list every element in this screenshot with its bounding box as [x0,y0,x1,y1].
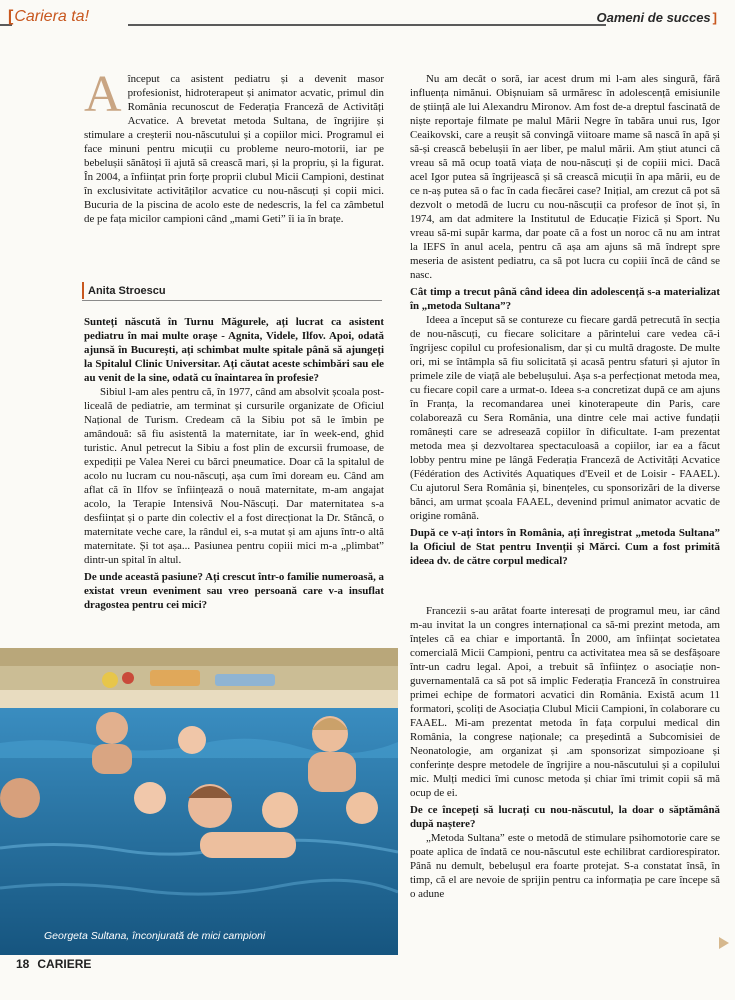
answer-paragraph: Sibiul l-am ales pentru că, în 1977, când am absolvit școala post-liceală de pediatrie, am terminat și cursurile organizate de Oficiul Național de Turism. Credeam că la Sibiu pot să le îmbin pe amândouă: să fiu asistentă la maternitate, iar în week-end, ghid turistic. Anul petrecut la Sibiu a fost plin de excursii frumoase, de expediții pe Valea Nerei cu bărci pneumatice. Doar că la spitalul de acolo nu lucram cu nou-născuți, așa cum îmi doream eu. Când am aflat că în Ilfov se înființează o nouă maternitate, m-am angajat acolo, la Terapie Intensivă Nou-Născuți. Dar maternitatea s-a desființat și o parte din colectiv el a fost direcționat la Dr. Stăncă, o maternitate veche care, la rândul ei, s-a mutat și am ajuns într-o altă maternitate. Și tot așa... Pasiunea pentru copiii mici m-a „plimbat” dintr-un spital în altul. [84,386,384,566]
pool-photo-illustration [0,648,398,955]
section-bracket: [ [8,8,14,25]
answer-paragraph: Nu am decât o soră, iar acest drum mi l-am ales singură, fără influența nimănui. Obișnuiam să urmăresc în adolescență emisiunile de știință ale lui Alexandru Mironov. Am fost de-a dreptul fascinată de niște reportaje filmate pe malul Mării Negre în tabăra unui rus, Igor Ceaikovski, care a reușit să convingă viitoare mame să nască în apă și să-și crească bebelușii în aer liber, pe malul mării. Am știut atunci că vreau să mă ocup toată viața de nou-născuți și de copiii mici. Dacă acel Igor putea să îngrijească și să crească micuții în apa mării, eu de ce n-aș putea să o fac în cada fiecărei case? Inițial, am crezut că pot să dezvolt o metodă de lucru cu nou-născuții ca profesor de înot și, în 1974, am dat admitere la Institutul de Educație Fizică și Sport. Nu vreau să-mi supăr karma, dar poate că a fost un noroc că nu am intrat la IEFS în anul acela, pentru că așa am ajuns să mă îndrept spre meseria de asistent pediatru, ca să pot lucra cu copiii încă de când se nasc. [410,73,720,281]
page-footer [16,957,91,971]
topic-label [596,10,717,25]
author-accent-bar [82,282,84,299]
page-number: 18 [16,957,30,971]
section-label [8,8,89,26]
right-column [410,72,720,568]
author-name: Anita Stroescu [88,285,166,297]
right-column-lower [410,604,720,901]
photo-caption: Georgeta Sultana, înconjurată de mici campioni [44,930,266,942]
intro-block [84,66,384,226]
author-rule [82,300,382,301]
topic-bracket: ] [712,10,717,25]
section-title: Cariera ta! [14,8,90,25]
question: Sunteți născută în Turnu Măgurele, ați lucrat ca asistent pediatru în mai multe orașe - Agnita, Videle, Ilfov. Apoi, odată ajunsă în București, ați schimbat multe spitale până să ajungeți la Spitalul Clinic Universitar. Ați căutat aceste schimbări sau ele au venit de la sine, odată cu înaintarea în profesie? [84,316,384,384]
drop-cap: A [84,66,122,123]
question: De unde această pasiune? Ați crescut într-o familie numeroasă, a existat vreun eveniment sau vreo persoană care v-a insuflat dragostea pentru cei mici? [84,571,384,611]
intro-text: început ca asistent pediatru și a devenit masor profesionist, hidroterapeut și animator acvatic, primul din România recunoscut de Federația Franceză de Activități Acvatice. A brevetat metoda Sultana, de îngrijire și stimulare a creșterii nou-născutului și a copiilor mici. Programul ei face minuni pentru micuții cu probleme neuro-motorii, iar pe bebelușii sănătoși îi ajută să crească mari, și la propriu, și la figurat. În 2004, a înființat prin forțe proprii clubul Micii Campioni, destinat în exclusivitate activităților acvatice cu nou-născuți și copii mici. Bucuria de la piscina de acolo este de nedescris, la fel ca zâmbetul de pe fața micilor campioni când „mami Geti” îi ia în brațe. [84,73,384,225]
answer-paragraph: „Metoda Sultana” este o metodă de stimulare psihomotorie care se poate aplica de îndată ce nou-născutul este echilibrat cardiorespirator. Până nu demult, bebelușul era foarte protejat. S-a constatat însă, în timp, că el are nevoie de sprijin pentru ca informația pe care începe să o adune [410,832,720,900]
pool-photo [0,648,398,955]
left-column [84,315,384,612]
continue-arrow-icon [719,937,729,949]
question: De ce începeți să lucrați cu nou-născutul, la doar o săptămână după naștere? [410,804,720,830]
header-rule [128,24,606,26]
topic-title: Oameni de succes [596,10,711,25]
answer-paragraph: Francezii s-au arătat foarte interesați de programul meu, iar când m-au invitat la un congres internațional ca să-mi prezint metoda, am înțeles că ea chiar e importantă. În 2000, am înființat societatea comercială Micii Campioni, pentru ca activitatea mea să se desfășoare într-un cadru legal. Apoi, a trebuit să înființez o asociație non-guvernamentală ca să pot să implic Federația Franceză în construirea primei echipe de formatori acvatici din România. Există acum 11 formatori, școliți de Asociația Clubul Micii Campioni, în colaborare cu FAAEL. Mi-am prezentat metoda în fața corpului medical din România, la congrese naționale; ca președintă a Subcomisiei de Neonatologie, am organizat și .am sponsorizat simpozioane și conferințe despre metodele de îngrijire a nou-născutului și a copilului mic. Mulți medici îmi cunosc metoda și chiar îmi trimit copii să mă ocup de ei. [410,605,720,799]
answer-paragraph: Ideea a început să se contureze cu fiecare gardă petrecută în secția de nou-născuți, cu fiecare solicitare a părintelui care vedea că-i îngrijesc copilul cu profesionalism, dar și cu multă dragoste. De multe ori, mi se întâmpla să fiu solicitată și acasă pentru sfaturi și ajutor în primele zile de viață ale bebelușului. Așa s-a perfecționat metoda mea, cu fiecare copil care a urmat-o. Ideea s-a concretizat după ce am ajuns în Franța, la recomandarea unei kinoterapeute din Paris, care colaborează cu Sera România, una dintre cele mai active fundații românești care se adresează copiilor în dificultate. I-am prezentat metoda mea și dezvoltarea spectaculoasă a copiilor, iar ea a făcut lobby pentru mine pe lângă Federația Franceză de Activități Acvatice (Fédération des Activités Aquatiques d'Eveil et de Loisir - FAAEL). Cu ajutorul Sera România și, binențeles, cu sponsorizări de la diverse bănci, am urmat școala FAAEL, devenind primul animator acvatic de origine română. [410,314,720,522]
question: Cât timp a trecut până când ideea din adolescență s-a materializat în „metoda Sultana”? [410,286,720,312]
question: După ce v-ați întors în România, ați înregistrat „metoda Sultana” la Oficiul de Stat pentru Invenții și Mărci. Cum a fost primită ideea dv. de către corpul medical? [410,527,720,567]
magazine-name: CARIERE [37,957,92,971]
